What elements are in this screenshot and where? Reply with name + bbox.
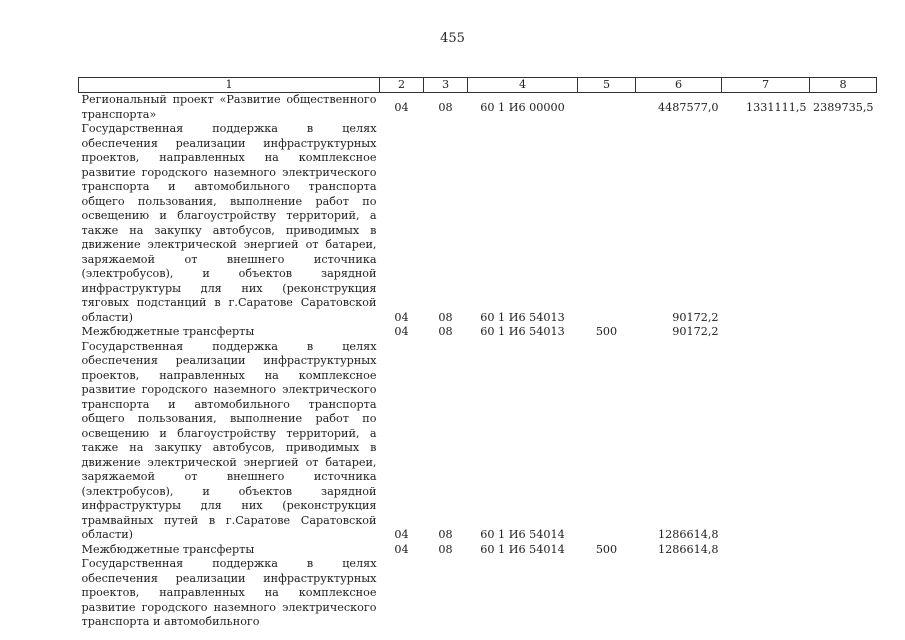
- row-amount-col7: [722, 543, 810, 558]
- row-subsection: 08: [438, 101, 453, 114]
- row-amount-col6: [636, 557, 722, 630]
- row-target-code: 60 1 И6 54014: [480, 542, 565, 556]
- row-expense-type: [578, 557, 636, 630]
- row-target-code: [468, 557, 578, 630]
- header-col-5: 5: [578, 78, 636, 93]
- row-target-code: 60 1 И6 54013: [480, 325, 565, 338]
- row-name: Государственная поддержка в целях обеспечения реализации инфраструктурных проектов, направленных на комплексное развитие городского наземного электрического транспорта и автомобильного транспорта общего пользования, выполнение работ по освещению и благоустройству территорий, а также на закупку автобусов, приводимых в движение электрической энергией от батареи, заряжаемой от внешнего источника (электробусов), и объектов зарядной инфраструктуры для них (реконструкция трамвайных путей в г.Саратове Саратовской области): [81, 339, 377, 541]
- row-section: 04: [394, 101, 409, 114]
- table-header: [79, 78, 877, 93]
- header-col-6: 6: [636, 78, 722, 93]
- row-amount-col8: [810, 557, 877, 630]
- header-col-4: 4: [468, 78, 578, 93]
- row-amount-col7: [722, 557, 810, 630]
- row-amount-col7: [722, 325, 810, 340]
- header-col-3: 3: [424, 78, 468, 93]
- header-col-2: 2: [380, 78, 424, 93]
- table-row: [79, 340, 877, 543]
- row-subsection: 08: [438, 528, 453, 541]
- row-amount-col8: [810, 543, 877, 558]
- table-row: [79, 325, 877, 340]
- row-amount-col8: [810, 122, 877, 325]
- row-section: [380, 557, 424, 630]
- row-expense-type: [578, 340, 636, 543]
- row-amount-col8: [810, 325, 877, 340]
- table-row: [79, 122, 877, 325]
- row-subsection: 08: [438, 542, 453, 556]
- row-name: Государственная поддержка в целях обеспечения реализации инфраструктурных проектов, направленных на комплексное развитие городского наземного электрического транспорта и автомобильного: [81, 557, 377, 628]
- page-number: 455: [440, 31, 465, 46]
- row-target-code: 60 1 И6 54014: [480, 528, 565, 541]
- header-col-1: 1: [79, 78, 380, 93]
- row-expense-type: 500: [595, 542, 618, 556]
- row-amount-col6: 1286614,8: [658, 528, 719, 541]
- header-col-7: 7: [722, 78, 810, 93]
- row-amount-col8: 2389735,5: [813, 101, 874, 114]
- row-subsection: 08: [438, 325, 453, 338]
- row-subsection: [424, 557, 468, 630]
- row-section: 04: [394, 310, 409, 324]
- row-name: Межбюджетные трансферты: [81, 542, 255, 556]
- row-subsection: 08: [438, 310, 453, 324]
- table-row: [79, 557, 877, 630]
- row-amount-col7: [722, 122, 810, 325]
- row-name: Государственная поддержка в целях обеспечения реализации инфраструктурных проектов, направленных на комплексное развитие городского наземного электрического транспорта и автомобильного транспорта общего пользования, выполнение работ по освещению и благоустройству территорий, а также на закупку автобусов, приводимых в движение электрической энергией от батареи, заряжаемой от внешнего источника (электробусов), и объектов зарядной инфраструктуры для них (реконструкция тяговых подстанций в г.Саратове Саратовской области): [81, 122, 377, 324]
- row-expense-type: [578, 122, 636, 325]
- row-amount-col7: 1331111,5: [746, 101, 807, 114]
- row-amount-col6: 90172,2: [672, 310, 719, 324]
- row-amount-col6: 1286614,8: [658, 542, 719, 556]
- row-expense-type: [578, 93, 636, 123]
- table-row: [79, 543, 877, 558]
- row-target-code: 60 1 И6 54013: [480, 310, 565, 324]
- header-col-8: 8: [810, 78, 877, 93]
- row-amount-col6: 90172,2: [672, 325, 719, 338]
- row-amount-col6: 4487577,0: [658, 101, 719, 114]
- row-amount-col7: [722, 340, 810, 543]
- row-amount-col8: [810, 340, 877, 543]
- row-name: Межбюджетные трансферты: [81, 325, 255, 338]
- row-name: Региональный проект «Развитие общественного транспорта»: [81, 93, 377, 121]
- row-expense-type: 500: [595, 325, 618, 338]
- row-section: 04: [394, 542, 409, 556]
- budget-table: [78, 77, 877, 630]
- row-section: 04: [394, 325, 409, 338]
- row-target-code: 60 1 И6 00000: [480, 101, 565, 114]
- table-row: [79, 93, 877, 123]
- row-section: 04: [394, 528, 409, 541]
